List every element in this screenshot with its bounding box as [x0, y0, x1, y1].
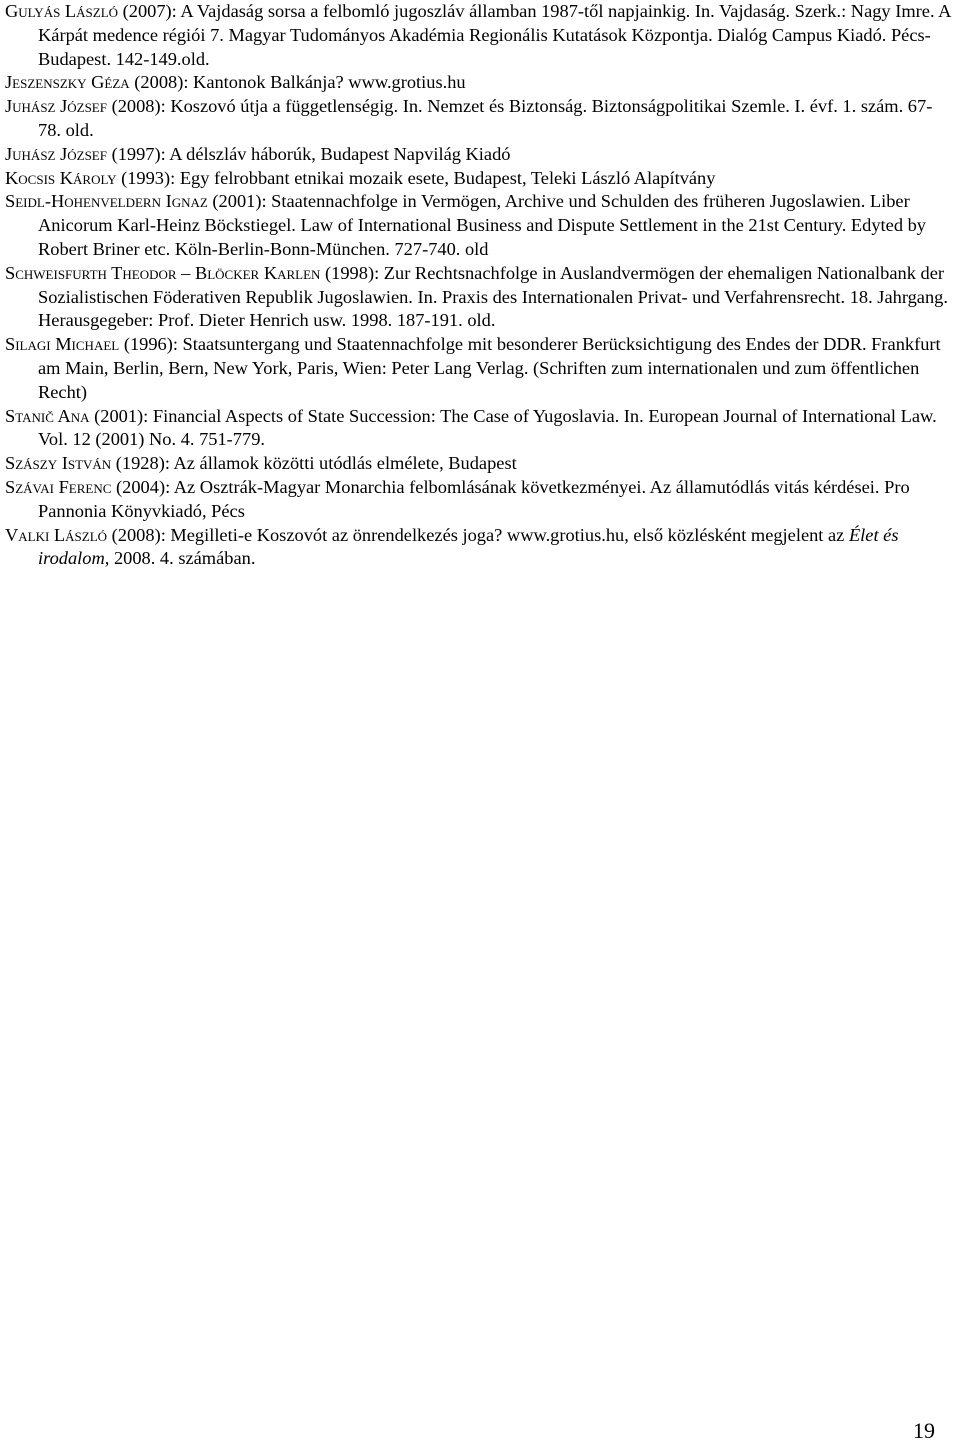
- reference-author: Jeszenszky Géza: [5, 72, 130, 93]
- reference-text: (2008): Megilleti-e Koszovót az önrendelkezés joga? www.grotius.hu, első közlésként megjelent az: [107, 524, 849, 545]
- reference-entry: [5, 167, 955, 191]
- reference-text: (1993): Egy felrobbant etnikai mozaik esete, Budapest, Teleki László Alapítvány: [116, 167, 716, 188]
- reference-author: Kocsis Károly: [5, 167, 117, 188]
- reference-author: Szászy István: [5, 453, 112, 474]
- reference-entry: [5, 0, 955, 71]
- reference-text: (2001): Financial Aspects of State Succession: The Case of Yugoslavia. In. European Journal of International Law. Vol. 12 (2001) No. 4. 751-779.: [38, 405, 937, 450]
- reference-author: Blöcker Karlen: [194, 262, 321, 283]
- reference-entry: [5, 452, 955, 476]
- page-number: 19: [913, 1418, 935, 1443]
- reference-entry: [5, 71, 955, 95]
- reference-text: (1997): A délszláv háborúk, Budapest Napvilág Kiadó: [106, 143, 511, 164]
- reference-text: (1998): Zur Rechtsnachfolge in Auslandvermögen der ehemaligen Nationalbank der Sozialistischen Föderativen Republik Jugoslawien. In. Praxis des Internationalen Privat- und Verfahrensrecht. 18. Jahrgang. Herausgegeber: Prof. Dieter Henrich usw. 1998. 187-191. old.: [38, 262, 948, 331]
- reference-separator: –: [176, 262, 195, 283]
- reference-text: (2001): Staatennachfolge in Vermögen, Archive und Schulden des früheren Jugoslawien. Liber Anicorum Karl-Heinz Böckstiegel. Law of International Business and Dispute Settlement in the 21st Century. Edyted by Robert Briner etc. Köln-Berlin-Bonn-München. 727-740. old: [38, 191, 927, 259]
- reference-entry: [5, 333, 955, 404]
- reference-text: (1996): Staatsuntergang und Staatennachfolge mit besonderer Berücksichtigung des Endes der DDR. Frankfurt am Main, Berlin, Bern, New York, Paris, Wien: Peter Lang Verlag. (Schriften zum internationalen und zum öffentlichen Recht): [38, 334, 941, 402]
- reference-text: (2008): Koszovó útja a függetlenségig. In. Nemzet és Biztonság. Biztonságpolitikai Szemle. I. évf. 1. szám. 67-78. old.: [38, 96, 933, 140]
- reference-entry: [5, 190, 955, 261]
- reference-author: Gulyás László: [5, 1, 119, 21]
- reference-author: Juhász József: [5, 96, 107, 117]
- reference-author: Valki László: [5, 524, 108, 545]
- reference-text: (2008): Kantonok Balkánja? www.grotius.hu: [129, 72, 466, 93]
- reference-entry: [5, 95, 955, 143]
- reference-entry: [5, 405, 955, 453]
- reference-author: Juhász József: [5, 143, 107, 164]
- reference-text: (2007): A Vajdaság sorsa a felbomló jugoszláv államban 1987-től napjainkig. In. Vajdaság. Szerk.: Nagy Imre. A Kárpát medence régiói 7. Magyar Tudományos Akadémia Regionális Kutatások Központja. Dialóg Campus Kiadó. Pécs-Budapest. 142-149.old.: [38, 1, 951, 69]
- bibliography-list: [5, 0, 955, 571]
- reference-author: Stanič Ana: [5, 405, 90, 426]
- reference-entry: [5, 476, 955, 524]
- reference-author: Silagi Michael: [5, 334, 120, 355]
- reference-journal-title: Élet és irodalom,: [38, 524, 899, 569]
- reference-entry: [5, 143, 955, 167]
- reference-text: 2008. 4. számában.: [109, 548, 256, 569]
- reference-author: Seidl-Hohenveldern Ignaz: [5, 191, 208, 212]
- reference-text: (1928): Az államok közötti utódlás elmélete, Budapest: [111, 453, 517, 474]
- reference-entry: [5, 524, 955, 572]
- reference-text: (2004): Az Osztrák-Magyar Monarchia felbomlásának következményei. Az államutódlás vitás kérdései. Pro Pannonia Könyvkiadó, Pécs: [38, 476, 910, 521]
- reference-author: Schweisfurth Theodor: [5, 262, 177, 283]
- reference-entry: [5, 262, 955, 333]
- reference-author: Szávai Ferenc: [5, 476, 112, 497]
